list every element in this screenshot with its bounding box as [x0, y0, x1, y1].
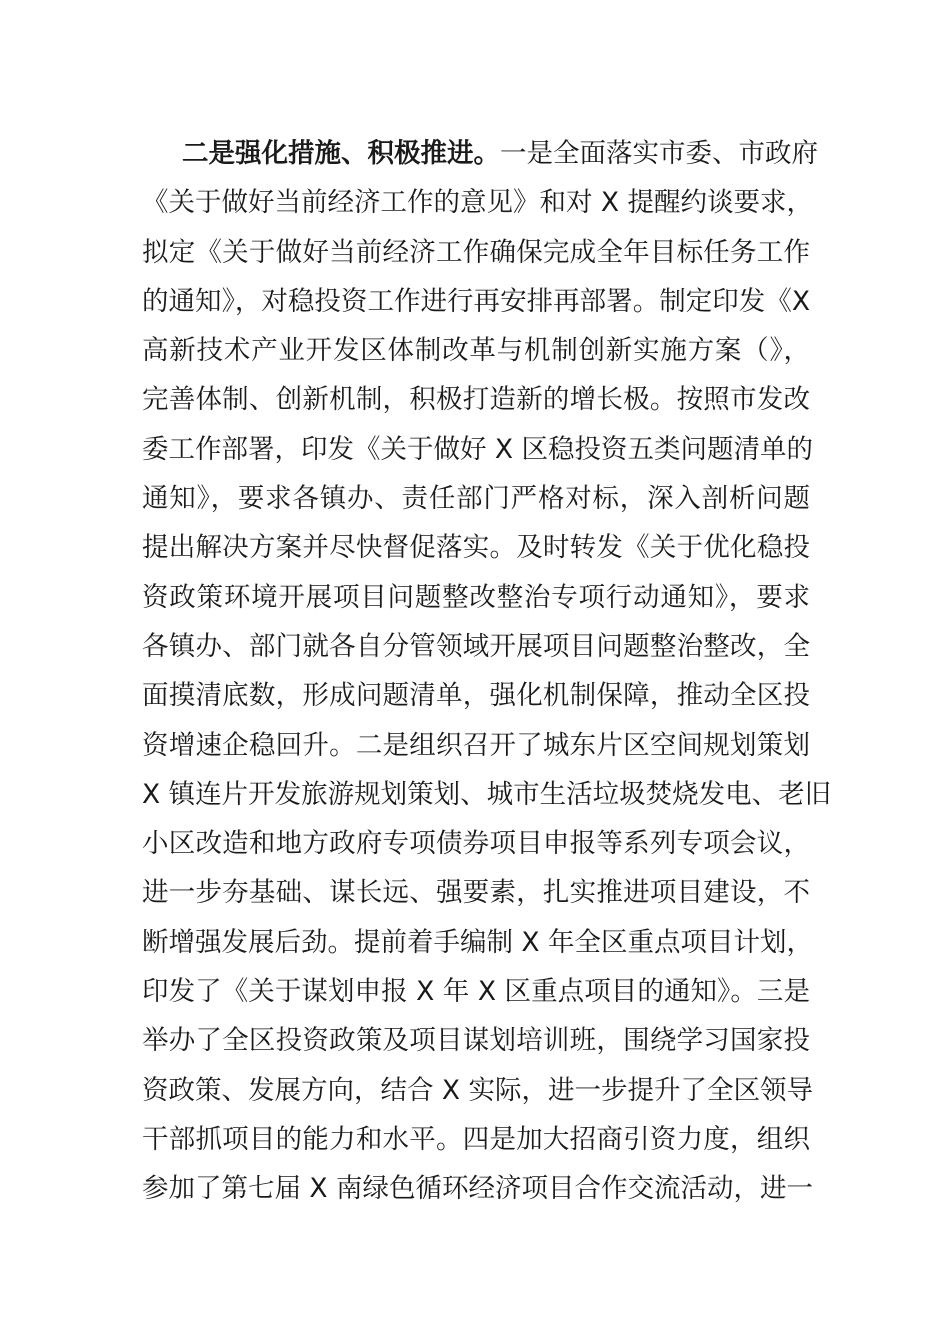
paragraph-line-21: 干部抓项目的能力和水平。四是加大招商引资力度，组织	[142, 1123, 810, 1155]
paragraph-line-10: 资政策环境开展项目问题整改整治专项行动通知》，要求	[142, 581, 810, 613]
paragraph-line-19: 举办了全区投资政策及项目谋划培训班，围绕学习国家投	[142, 1025, 810, 1057]
paragraph-line-22: 参加了第七届 X 南绿色循环经济项目合作交流活动，进一	[142, 1173, 814, 1205]
paragraph-line-11: 各镇办、部门就各自分管领域开展项目问题整治整改，全	[142, 630, 810, 662]
paragraph-line-17: 断增强发展后劲。提前着手编制 X 年全区重点项目计划，	[142, 926, 814, 958]
body-paragraph	[142, 129, 832, 1214]
paragraph-line-1	[142, 129, 818, 178]
paragraph-line-12: 面摸清底数，形成问题清单，强化机制保障，推动全区投	[142, 680, 810, 712]
paragraph-line-13: 资增速企稳回升。二是组织召开了城东片区空间规划策划	[142, 729, 810, 761]
paragraph-line-15: 小区改造和地方政府专项债券项目申报等系列专项会议，	[142, 828, 810, 860]
paragraph-line-9: 提出解决方案并尽快督促落实。及时转发《关于优化稳投	[142, 532, 810, 564]
paragraph-line-20: 资政策、发展方向，结合 X 实际，进一步提升了全区领导	[142, 1074, 814, 1106]
paragraph-line-3: 拟定《关于做好当前经济工作确保完成全年目标任务工作	[142, 236, 810, 268]
paragraph-line-18: 印发了《关于谋划申报 X 年 X 区重点项目的通知》。三是	[142, 976, 810, 1008]
paragraph-line-6: 完善体制、创新机制，积极打造新的增长极。按照市发改	[142, 384, 810, 416]
paragraph-line-7: 委工作部署，印发《关于做好 X 区稳投资五类问题清单的	[142, 433, 814, 465]
paragraph-line-5: 高新技术产业开发区体制改革与机制创新实施方案（》，	[142, 335, 810, 367]
line-text: 一是全面落实市委、市政府	[500, 138, 818, 169]
paragraph-line-2: 《关于做好当前经济工作的意见》和对 X 提醒约谈要求，	[142, 187, 814, 219]
paragraph-line-16: 进一步夯基础、谋长远、强要素，扎实推进项目建设，不	[142, 877, 810, 909]
paragraph-line-8: 通知》，要求各镇办、责任部门严格对标，深入剖析问题	[142, 483, 810, 515]
lead-heading: 二是强化措施、积极推进。	[182, 138, 500, 169]
paragraph-line-14: X 镇连片开发旅游规划策划、城市生活垃圾焚烧发电、老旧	[142, 778, 832, 810]
paragraph-line-4: 的通知》，对稳投资工作进行再安排再部署。制定印发《X	[142, 285, 810, 317]
